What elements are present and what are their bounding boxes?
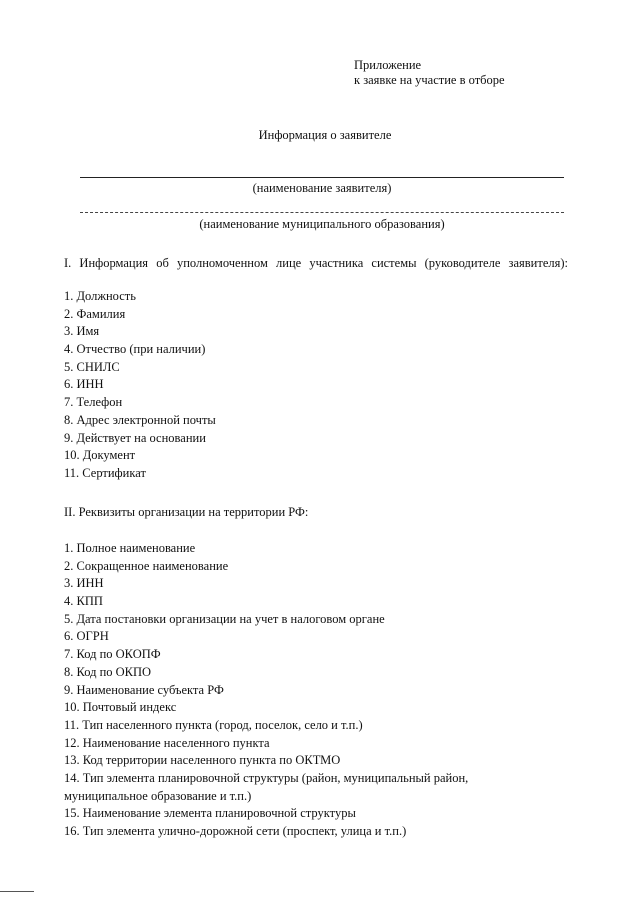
municipality-name-caption: (наименование муниципального образования) xyxy=(199,217,445,231)
list-item: 9. Наименование субъекта РФ xyxy=(64,682,224,697)
list-item: 10. Почтовый индекс xyxy=(64,700,177,715)
list-item: 3. ИНН xyxy=(64,576,104,591)
list-item: 4. КПП xyxy=(64,594,103,609)
list-item: 8. Адрес электронной почты xyxy=(64,412,216,427)
list-item: 6. ИНН xyxy=(64,377,104,392)
section-2-list xyxy=(64,540,504,841)
list-item: 10. Документ xyxy=(64,448,136,463)
section-1-heading: I. Информация об уполномоченном лице участника системы (руководителе заявителя): xyxy=(64,256,568,270)
section-1-list xyxy=(64,288,216,483)
list-item: 11. Сертификат xyxy=(64,465,146,480)
list-item: 4. Отчество (при наличии) xyxy=(64,342,206,357)
applicant-name-line xyxy=(80,177,564,178)
municipality-name-line xyxy=(80,212,564,213)
list-item: 13. Код территории населенного пункта по ОКТМО xyxy=(64,753,341,768)
document-title: Информация о заявителе xyxy=(258,128,392,142)
list-item: 7. Телефон xyxy=(64,395,123,410)
list-item: 5. СНИЛС xyxy=(64,359,120,374)
appendix-line-1: Приложение xyxy=(354,58,422,72)
list-item: 12. Наименование населенного пункта xyxy=(64,735,270,750)
list-item: 16. Тип элемента улично-дорожной сети (проспект, улица и т.п.) xyxy=(64,824,407,839)
list-item: 6. ОГРН xyxy=(64,629,109,644)
appendix-note xyxy=(354,58,505,88)
list-item: 2. Фамилия xyxy=(64,306,126,321)
list-item: 9. Действует на основании xyxy=(64,430,206,445)
applicant-name-caption: (наименование заявителя) xyxy=(252,181,392,195)
list-item: 11. Тип населенного пункта (город, поселок, село и т.п.) xyxy=(64,717,363,732)
list-item: 3. Имя xyxy=(64,324,100,339)
list-item: 1. Должность xyxy=(64,289,136,303)
page-corner-mark xyxy=(0,891,34,892)
list-item: 14. Тип элемента планировочной структуры (район, муниципальный район, муниципальное образование и т.п.) xyxy=(64,770,469,803)
list-item: 8. Код по ОКПО xyxy=(64,664,152,679)
list-item: 2. Сокращенное наименование xyxy=(64,558,229,573)
list-item: 15. Наименование элемента планировочной структуры xyxy=(64,806,356,821)
appendix-line-2: к заявке на участие в отборе xyxy=(354,73,505,87)
list-item: 5. Дата постановки организации на учет в налоговом органе xyxy=(64,611,385,626)
list-item: 7. Код по ОКОПФ xyxy=(64,647,161,662)
list-item: 1. Полное наименование xyxy=(64,541,196,555)
section-2-heading: II. Реквизиты организации на территории РФ: xyxy=(64,505,309,519)
